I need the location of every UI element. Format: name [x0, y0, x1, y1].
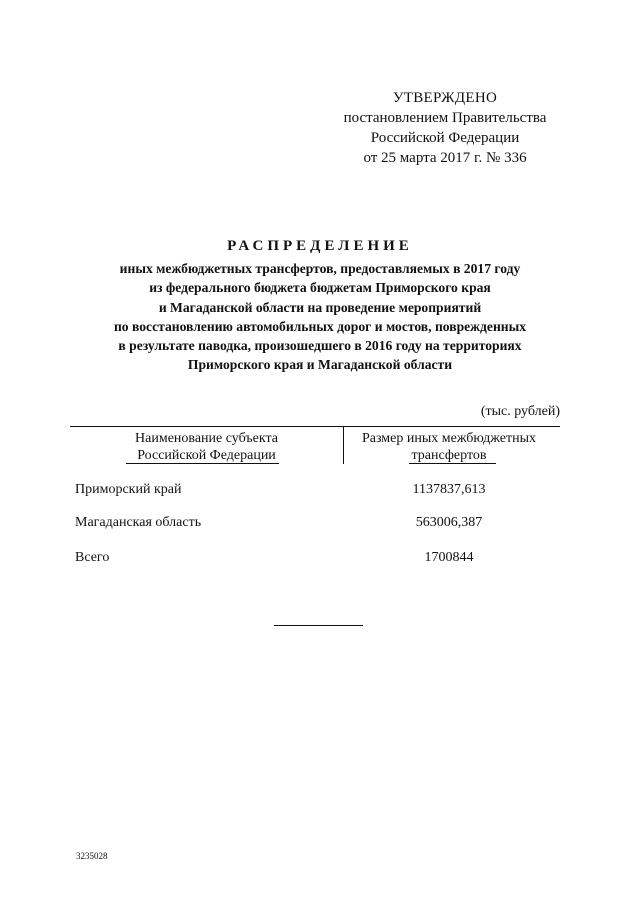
subtitle-line: из федерального бюджета бюджетам Приморского края — [149, 280, 491, 296]
approval-block — [330, 88, 560, 168]
approval-line-1: постановлением Правительства — [343, 110, 547, 126]
document-subtitle — [60, 259, 580, 375]
header-line: Размер иных межбюджетных — [361, 431, 537, 446]
row-amount: 1700844 — [424, 550, 474, 565]
header-line: Наименование субъекта — [135, 431, 278, 446]
row-amount: 563006,387 — [415, 515, 483, 530]
table-top-rule — [70, 426, 560, 427]
subtitle-line: иных межбюджетных трансфертов, предоставляемых в 2017 году — [119, 261, 521, 276]
subtitle-line: в результате паводка, произошедшего в 2016 году на территориях — [118, 338, 522, 354]
document-code: 3235028 — [76, 851, 108, 861]
subtitle-line: и Магаданской области на проведение мероприятий — [158, 299, 482, 315]
subtitle-line: по восстановлению автомобильных дорог и мостов, поврежденных — [113, 318, 527, 334]
header-underline-subject — [126, 463, 279, 464]
approval-stamp: УТВЕРЖДЕНО — [392, 90, 498, 106]
header-underline-amount — [409, 463, 496, 464]
approval-line-2: Российской Федерации — [370, 130, 520, 146]
table-row — [0, 482, 640, 502]
table-row-total — [0, 550, 640, 570]
document-title: РАСПРЕДЕЛЕНИЕ — [227, 238, 413, 254]
header-line: Российской Федерации — [137, 448, 276, 463]
row-subject: Всего — [75, 550, 110, 565]
table-row — [0, 515, 640, 535]
subtitle-line: Приморского края и Магаданской области — [187, 357, 453, 373]
row-amount: 1137837,613 — [412, 482, 486, 497]
end-rule — [274, 625, 363, 626]
row-subject: Приморский край — [75, 482, 182, 497]
units-note: (тыс. рублей) — [480, 404, 560, 419]
row-subject: Магаданская область — [75, 515, 202, 530]
table-header-subject — [70, 430, 343, 464]
table-header-amount — [344, 430, 554, 464]
approval-line-3: от 25 марта 2017 г. № 336 — [363, 150, 527, 166]
header-line: трансфертов — [411, 448, 487, 463]
